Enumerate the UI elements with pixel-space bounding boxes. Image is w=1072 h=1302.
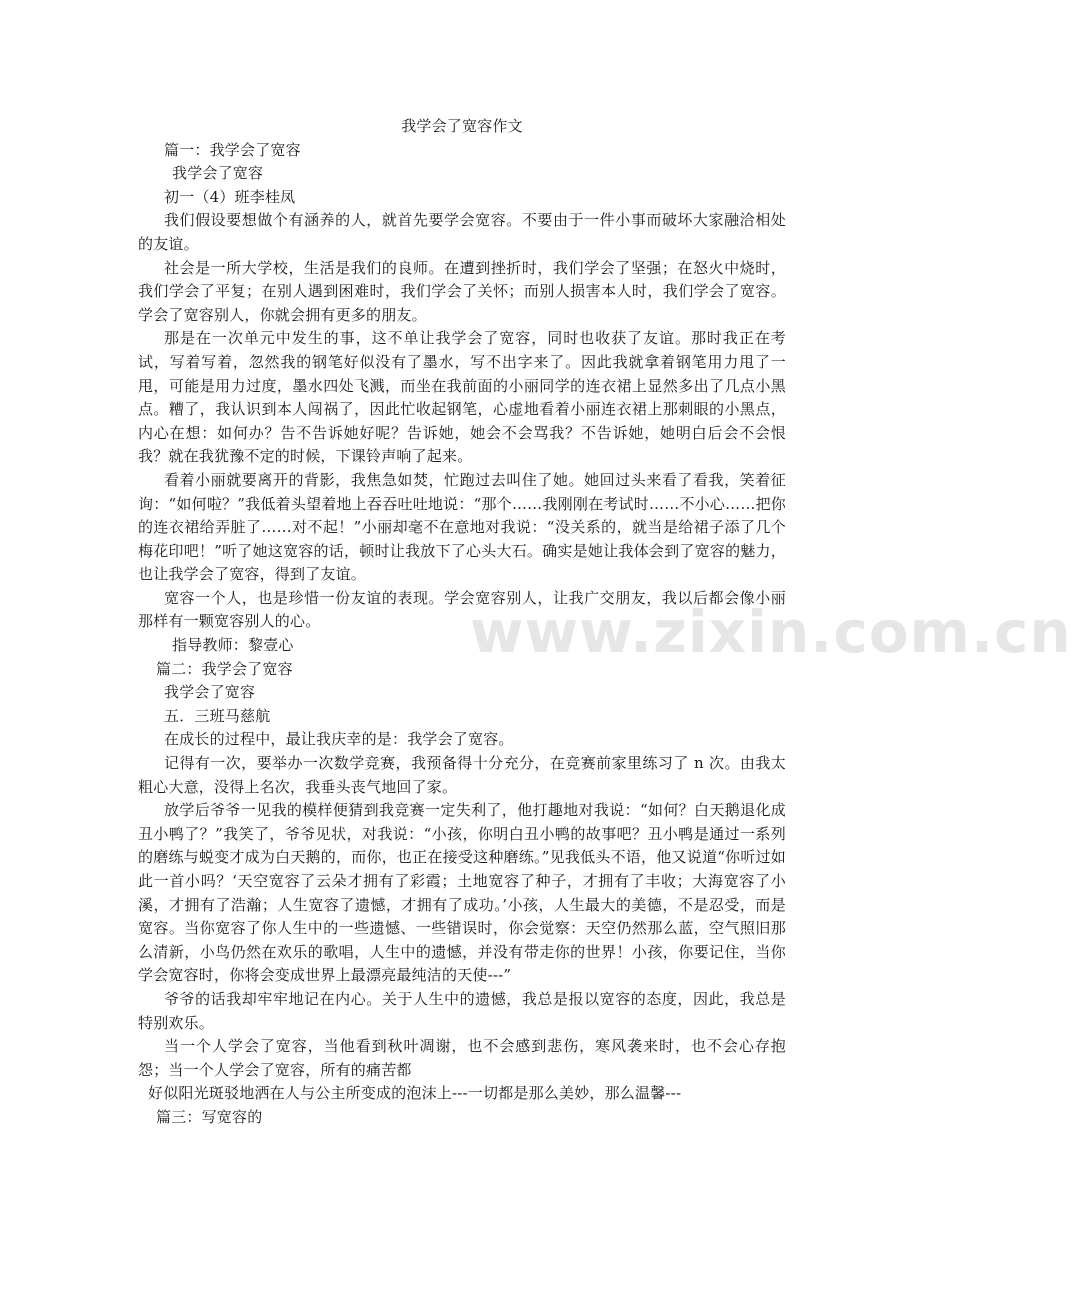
- paragraph: 在成长的过程中，最让我庆幸的是：我学会了宽容。: [164, 730, 514, 749]
- paragraph: 当一个人学会了宽容，当他看到秋叶凋谢，也不会感到悲伤，寒风袭来时，也不会心存抱怨；当一个人学会了宽容，所有的痛苦都: [138, 1037, 786, 1079]
- section-heading-3: 篇三：写宽容的: [156, 1107, 263, 1126]
- document-body: [138, 115, 786, 1130]
- paragraph: 看着小丽就要离开的背影，我焦急如焚，忙跑过去叫住了她。她回过头来看了看我，笑着征询：“如何啦？”我低着头望着地上吞吞吐吐地说：“那个……我刚刚在考试时……不小心……把你的连衣裙给弄脏了……对不起！”小丽却毫不在意地对我说：“没关系的，就当是给裙子添了几个梅花印吧！”听了她这宽容的话，顿时让我放下了心头大石。确实是她让我体会到了宽容的魅力，也让我学会了宽容，得到了友谊。: [138, 470, 786, 584]
- paragraph: 社会是一所大学校，生活是我们的良师。在遭到挫折时，我们学会了坚强；在怒火中烧时，我们学会了平复；在别人遇到困难时，我们学会了关怀；而别人损害本人时，我们学会了宽容。学会了宽容别人，你就会拥有更多的朋友。: [138, 258, 786, 324]
- teacher-line: 指导教师：黎壹心: [172, 636, 294, 655]
- paragraph: 宽容一个人，也是珍惜一份友谊的表现。学会宽容别人，让我广交朋友，我以后都会像小丽那样有一颗宽容别人的心。: [138, 588, 786, 631]
- paragraph: 记得有一次，要举办一次数学竞赛，我预备得十分充分，在竞赛前家里练习了 n 次。由我太粗心大意，没得上名次，我垂头丧气地回了家。: [138, 754, 786, 796]
- author-line-1: 初一（4）班李桂凤: [164, 187, 296, 206]
- section-heading-1: 篇一：我学会了宽容: [164, 140, 301, 159]
- essay-title-2: 我学会了宽容: [164, 683, 256, 702]
- section-heading-2: 篇二：我学会了宽容: [156, 659, 293, 678]
- author-line-2: 五．三班马慈航: [164, 706, 271, 725]
- paragraph: 爷爷的话我却牢牢地记在内心。关于人生中的遗憾，我总是报以宽容的态度，因此，我总是特别欢乐。: [138, 989, 786, 1032]
- paragraph: 我们假设要想做个有涵养的人，就首先要学会宽容。不要由于一件小事而破坏大家融洽相处的友谊。: [138, 211, 786, 253]
- document-title: 我学会了宽容作文: [401, 117, 523, 135]
- essay-title-1: 我学会了宽容: [172, 164, 264, 183]
- paragraph: 放学后爷爷一见我的模样便猜到我竞赛一定失利了，他打趣地对我说：“如何？白天鹅退化成丑小鸭了？”我笑了，爷爷见状，对我说：“小孩，你明白丑小鸭的故事吧？丑小鸭是通过一系列的磨练与蜕变才成为白天鹅的，而你，也正在接受这种磨练。”见我低头不语，他又说道“你听过如此一首小吗？‘天空宽容了云朵才拥有了彩霞；土地宽容了种子，才拥有了丰收；大海宽容了小溪，才拥有了浩瀚；人生宽容了遗憾，才拥有了成功。’小孩，人生最大的美德，不是忍受，而是宽容。当你宽容了你人生中的一些遗憾、一些错误时，你会觉察：天空仍然那么蓝，空气照旧那么清新，小鸟仍然在欢乐的歌唱，人生中的遗憾，并没有带走你的世界！小孩，你要记住，当你学会宽容时，你将会变成世界上最漂亮最纯洁的天使---”: [138, 801, 786, 985]
- paragraph: 那是在一次单元中发生的事，这不单让我学会了宽容，同时也收获了友谊。那时我正在考试，写着写着，忽然我的钢笔好似没有了墨水，写不出字来了。因此我就拿着钢笔用力甩了一甩，可能是用力过度，墨水四处飞溅，而坐在我前面的小丽同学的连衣裙上显然多出了几点小黑点。糟了，我认识到本人闯祸了，因此忙收起钢笔，心虚地看着小丽连衣裙上那刺眼的小黑点，内心在想：如何办？告不告诉她好呢？告诉她，她会不会骂我？不告诉她，她明白后会不会恨我？就在我犹豫不定的时候，下课铃声响了起来。: [138, 329, 786, 466]
- watermark: www.zixin.com.cn: [470, 598, 1072, 666]
- paragraph: 好似阳光斑驳地洒在人与公主所变成的泡沫上---一切都是那么美妙，那么温馨---: [148, 1084, 682, 1103]
